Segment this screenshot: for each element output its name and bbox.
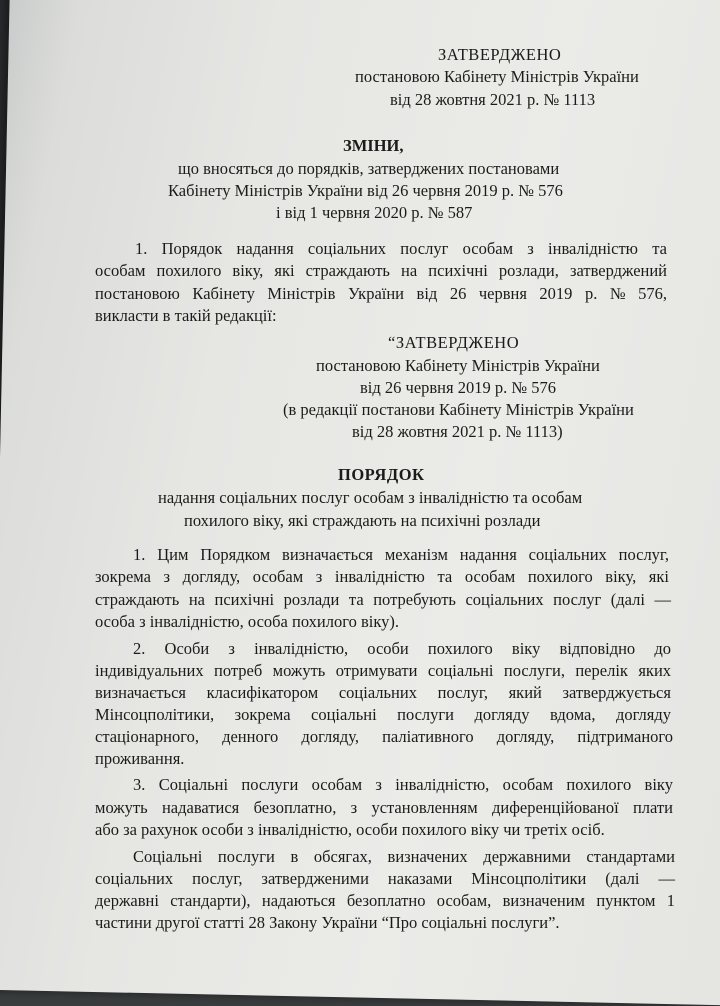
approved-stamp: ЗАТВЕРДЖЕНО bbox=[438, 45, 562, 64]
paragraph-line: зокрема з догляду, особам з інвалідністю та особам похилого віку, які bbox=[95, 567, 669, 586]
approved-by: постановою Кабінету Міністрів України bbox=[355, 67, 639, 86]
paragraph-line: страждають на психічні розлади та потребують соціальних послуг (далі — bbox=[95, 590, 671, 609]
paragraph-line: особа з інвалідністю, особа похилого віку). bbox=[95, 612, 399, 631]
order-subtitle-2: похилого віку, які страждають на психічні розлади bbox=[184, 511, 541, 530]
inner-edition-date: від 28 жовтня 2021 р. № 1113) bbox=[352, 422, 563, 441]
paragraph-line: соціальних послуг, затвердженими наказами Мінсоцполітики (далі — bbox=[95, 869, 675, 888]
paragraph-line: індивідуальних потреб можуть отримувати соціальні послуги, перелік яких bbox=[95, 661, 672, 680]
inner-edition: (в редакції постанови Кабінету Міністрів України bbox=[283, 400, 634, 419]
intro-line: викласти в такій редакції: bbox=[95, 306, 277, 325]
changes-subtitle-2: Кабінету Міністрів України від 26 червня 2019 р. № 576 bbox=[168, 181, 563, 200]
inner-approved-stamp: “ЗАТВЕРДЖЕНО bbox=[388, 333, 520, 352]
paragraph-line: державні стандарти), надаються безоплатно особам, визначеним пунктом 1 bbox=[95, 891, 676, 910]
paragraph-line: 1. Цим Порядком визначається механізм надання соціальних послуг, bbox=[133, 545, 669, 564]
inner-approved-by: постановою Кабінету Міністрів України bbox=[316, 356, 600, 375]
order-title: ПОРЯДОК bbox=[338, 465, 425, 484]
paragraph-line: або за рахунок особи з інвалідністю, особи похилого віку чи третіх осіб. bbox=[95, 820, 605, 839]
intro-line: постановою Кабінету Міністрів України від 26 червня 2019 р. № 576, bbox=[95, 284, 667, 303]
paragraph-line: 3. Соціальні послуги особам з інвалідністю, особам похилого віку bbox=[133, 775, 673, 794]
changes-subtitle-3: і від 1 червня 2020 р. № 587 bbox=[276, 203, 473, 222]
paragraph-line: 2. Особи з інвалідністю, особи похилого віку відповідно до bbox=[133, 639, 671, 658]
paragraph-line: визначається класифікатором соціальних послуг, який затверджується bbox=[95, 683, 671, 702]
paragraph-line: Соціальні послуги в обсягах, визначених державними стандартами bbox=[133, 847, 675, 866]
changes-subtitle-1: що вносяться до порядків, затверджених постановами bbox=[178, 159, 560, 178]
intro-line: особам похилого віку, які страждають на психічні розлади, затверджений bbox=[95, 261, 668, 280]
inner-approved-date: від 26 червня 2019 р. № 576 bbox=[360, 378, 556, 397]
paragraph-line: частини другої статті 28 Закону України “Про соціальні послуги”. bbox=[95, 913, 560, 932]
paragraph-line: можуть надаватися безоплатно, з установленням диференційованої плати bbox=[95, 798, 673, 817]
paragraph-line: стаціонарного, денного догляду, паліативного догляду, підтриманого bbox=[95, 727, 674, 746]
intro-line: 1. Порядок надання соціальних послуг особам з інвалідністю та bbox=[135, 239, 667, 258]
paragraph-line: Мінсоцполітики, зокрема соціальні послуги догляду вдома, догляду bbox=[95, 705, 671, 724]
order-subtitle-1: надання соціальних послуг особам з інвалідністю та особам bbox=[158, 488, 583, 507]
changes-title: ЗМІНИ, bbox=[343, 136, 404, 155]
paragraph-line: проживання. bbox=[95, 749, 185, 768]
approved-date: від 28 жовтня 2021 р. № 1113 bbox=[390, 90, 596, 109]
